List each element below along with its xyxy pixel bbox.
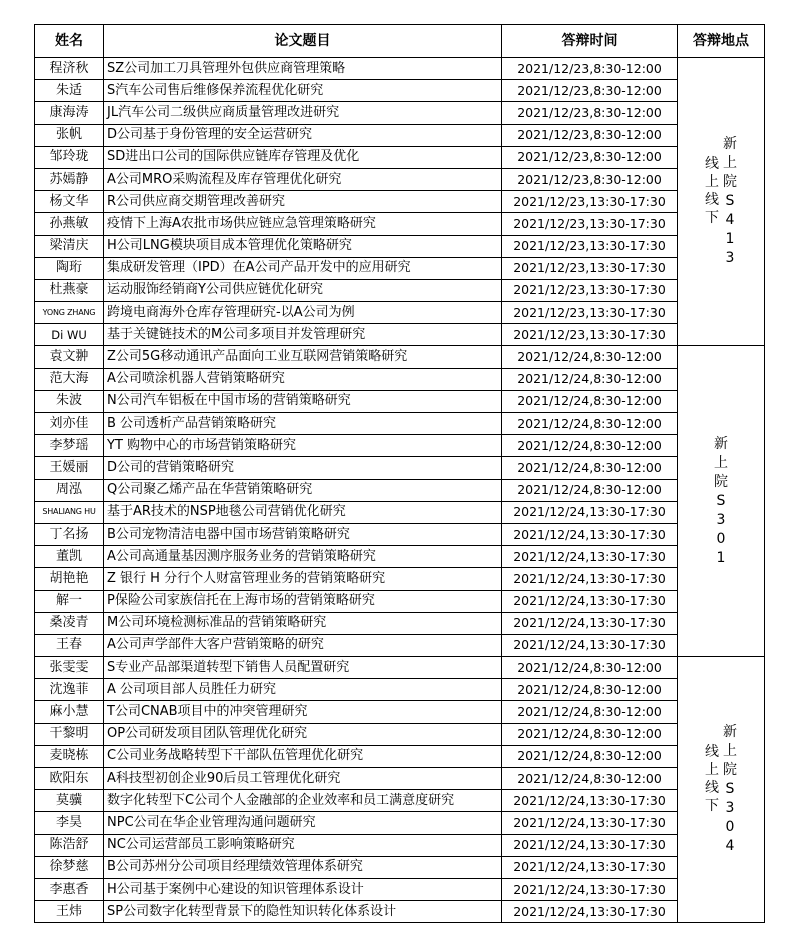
header-time: 答辩时间 <box>502 25 678 58</box>
defense-time: 2021/12/23,8:30-12:00 <box>502 102 678 124</box>
table-row <box>35 80 765 102</box>
thesis-title: 跨境电商海外仓库存管理研究-以A公司为例 <box>104 302 502 324</box>
table-row <box>35 657 765 679</box>
location-char: 新 <box>723 724 737 741</box>
defense-time: 2021/12/23,8:30-12:00 <box>502 58 678 80</box>
thesis-title: Q公司聚乙烯产品在华营销策略研究 <box>104 479 502 501</box>
thesis-title: D公司的营销策略研究 <box>104 457 502 479</box>
defense-time: 2021/12/23,13:30-17:30 <box>502 235 678 257</box>
thesis-title: YT 购物中心的市场营销策略研究 <box>104 435 502 457</box>
thesis-title: 基于关键链技术的M公司多项目并发管理研究 <box>104 324 502 346</box>
table-row <box>35 413 765 435</box>
defense-location <box>678 58 765 346</box>
student-name: 胡艳艳 <box>35 568 104 590</box>
student-name: 张帆 <box>35 124 104 146</box>
table-row <box>35 435 765 457</box>
location-char: S <box>725 193 735 210</box>
table-row <box>35 102 765 124</box>
defense-schedule <box>34 24 765 923</box>
defense-location <box>678 657 765 923</box>
student-name: 梁清庆 <box>35 235 104 257</box>
defense-time: 2021/12/24,8:30-12:00 <box>502 390 678 412</box>
thesis-title: H公司LNG模块项目成本管理优化策略研究 <box>104 235 502 257</box>
thesis-title: NC公司运营部员工影响策略研究 <box>104 834 502 856</box>
defense-time: 2021/12/23,8:30-12:00 <box>502 80 678 102</box>
location-char: 上 <box>705 173 719 190</box>
thesis-title: T公司CNAB项目中的冲突管理研究 <box>104 701 502 723</box>
student-name: 莫骥 <box>35 790 104 812</box>
student-name: 邹玲珑 <box>35 146 104 168</box>
defense-time: 2021/12/24,13:30-17:30 <box>502 634 678 656</box>
location-char: 线 <box>705 191 719 208</box>
table-row <box>35 723 765 745</box>
defense-time: 2021/12/24,8:30-12:00 <box>502 657 678 679</box>
student-name: 王春 <box>35 634 104 656</box>
student-name: 李梦瑶 <box>35 435 104 457</box>
thesis-title: A公司高通量基因测序服务业务的营销策略研究 <box>104 546 502 568</box>
thesis-title: A公司MRO采购流程及库存管理优化研究 <box>104 168 502 190</box>
thesis-title: NPC公司在华企业管理沟通问题研究 <box>104 812 502 834</box>
location-char: 院 <box>723 762 737 779</box>
student-name: 欧阳东 <box>35 768 104 790</box>
table-row <box>35 457 765 479</box>
location-char: 线 <box>705 743 719 760</box>
table-row <box>35 346 765 368</box>
header-title: 论文题目 <box>104 25 502 58</box>
location-text <box>678 435 764 568</box>
thesis-title: A科技型初创企业90后员工管理优化研究 <box>104 768 502 790</box>
defense-time: 2021/12/24,8:30-12:00 <box>502 723 678 745</box>
thesis-title: M公司环境检测标准品的营销策略研究 <box>104 612 502 634</box>
defense-time: 2021/12/23,8:30-12:00 <box>502 124 678 146</box>
location-char: 上 <box>705 761 719 778</box>
location-char: 院 <box>723 174 737 191</box>
location-char: 下 <box>705 209 719 226</box>
table-row <box>35 213 765 235</box>
location-mode <box>705 743 719 815</box>
table-row <box>35 58 765 80</box>
defense-time: 2021/12/24,13:30-17:30 <box>502 834 678 856</box>
thesis-title: SD进出口公司的国际供应链库存管理及优化 <box>104 146 502 168</box>
thesis-title: SZ公司加工刀具管理外包供应商管理策略 <box>104 58 502 80</box>
schedule-body <box>35 58 765 923</box>
student-name: 董凯 <box>35 546 104 568</box>
table-row <box>35 812 765 834</box>
location-char: 院 <box>714 473 728 490</box>
table-row <box>35 324 765 346</box>
table-row <box>35 390 765 412</box>
defense-time: 2021/12/24,13:30-17:30 <box>502 546 678 568</box>
student-name: 陈浩舒 <box>35 834 104 856</box>
thesis-title: 数字化转型下C公司个人金融部的企业效率和员工满意度研究 <box>104 790 502 812</box>
location-char: 1 <box>716 549 726 566</box>
thesis-title: P保险公司家族信托在上海市场的营销策略研究 <box>104 590 502 612</box>
defense-time: 2021/12/24,13:30-17:30 <box>502 790 678 812</box>
thesis-title: C公司业务战略转型下干部队伍管理优化研究 <box>104 745 502 767</box>
defense-time: 2021/12/24,13:30-17:30 <box>502 568 678 590</box>
location-char: 3 <box>725 250 735 267</box>
table-row <box>35 479 765 501</box>
student-name: 李惠香 <box>35 878 104 900</box>
table-row <box>35 856 765 878</box>
student-name: 桑凌青 <box>35 612 104 634</box>
student-name: Di WU <box>35 324 104 346</box>
thesis-title: N公司汽车铝板在中国市场的营销策略研究 <box>104 390 502 412</box>
thesis-title: D公司基于身份管理的安全运营研究 <box>104 124 502 146</box>
table-row <box>35 191 765 213</box>
schedule-table <box>34 24 765 923</box>
location-char: S <box>716 492 726 509</box>
student-name: 麦晓栋 <box>35 745 104 767</box>
location-char: 新 <box>723 136 737 153</box>
defense-time: 2021/12/24,13:30-17:30 <box>502 523 678 545</box>
thesis-title: 基于AR技术的NSP地毯公司营销优化研究 <box>104 501 502 523</box>
header-row <box>35 25 765 58</box>
location-char: 1 <box>725 231 735 248</box>
thesis-title: Z公司5G移动通讯产品面向工业互联网营销策略研究 <box>104 346 502 368</box>
location-char: 下 <box>705 797 719 814</box>
table-row <box>35 168 765 190</box>
thesis-title: OP公司研发项目团队管理优化研究 <box>104 723 502 745</box>
table-row <box>35 146 765 168</box>
table-row <box>35 790 765 812</box>
student-name: 王炜 <box>35 901 104 923</box>
location-char: 4 <box>725 838 735 855</box>
location-char: 线 <box>705 155 719 172</box>
table-row <box>35 634 765 656</box>
defense-time: 2021/12/24,8:30-12:00 <box>502 479 678 501</box>
defense-time: 2021/12/24,13:30-17:30 <box>502 612 678 634</box>
table-row <box>35 901 765 923</box>
table-row <box>35 124 765 146</box>
defense-time: 2021/12/23,13:30-17:30 <box>502 213 678 235</box>
defense-time: 2021/12/23,13:30-17:30 <box>502 279 678 301</box>
location-char: 0 <box>725 819 735 836</box>
thesis-title: S汽车公司售后维修保养流程优化研究 <box>104 80 502 102</box>
location-char: S <box>725 781 735 798</box>
location-char: 3 <box>725 800 735 817</box>
defense-time: 2021/12/23,13:30-17:30 <box>502 191 678 213</box>
thesis-title: R公司供应商交期管理改善研究 <box>104 191 502 213</box>
thesis-title: 疫情下上海A农批市场供应链应急管理策略研究 <box>104 213 502 235</box>
defense-time: 2021/12/24,8:30-12:00 <box>502 413 678 435</box>
thesis-title: JL汽车公司二级供应商质量管理改进研究 <box>104 102 502 124</box>
student-name: 沈逸菲 <box>35 679 104 701</box>
location-room <box>723 135 737 268</box>
location-char: 0 <box>716 530 726 547</box>
location-char: 3 <box>716 511 726 528</box>
student-name: 朱波 <box>35 390 104 412</box>
defense-time: 2021/12/24,13:30-17:30 <box>502 590 678 612</box>
location-char: 新 <box>714 435 728 452</box>
thesis-title: H公司基于案例中心建设的知识管理体系设计 <box>104 878 502 900</box>
student-name: 杜燕豪 <box>35 279 104 301</box>
defense-time: 2021/12/24,8:30-12:00 <box>502 745 678 767</box>
thesis-title: B公司宠物清洁电器中国市场营销策略研究 <box>104 523 502 545</box>
thesis-title: 集成研发管理（IPD）在A公司产品开发中的应用研究 <box>104 257 502 279</box>
defense-time: 2021/12/23,13:30-17:30 <box>502 302 678 324</box>
defense-time: 2021/12/24,8:30-12:00 <box>502 679 678 701</box>
table-row <box>35 745 765 767</box>
student-name: 陶珩 <box>35 257 104 279</box>
thesis-title: B 公司透析产品营销策略研究 <box>104 413 502 435</box>
student-name: 孙燕敏 <box>35 213 104 235</box>
defense-time: 2021/12/23,13:30-17:30 <box>502 324 678 346</box>
student-name: 袁文翀 <box>35 346 104 368</box>
table-row <box>35 878 765 900</box>
student-name: 周泓 <box>35 479 104 501</box>
defense-time: 2021/12/24,13:30-17:30 <box>502 878 678 900</box>
student-name: 李昊 <box>35 812 104 834</box>
table-row <box>35 257 765 279</box>
table-row <box>35 612 765 634</box>
thesis-title: B公司苏州分公司项目经理绩效管理体系研究 <box>104 856 502 878</box>
student-name: 程济秋 <box>35 58 104 80</box>
defense-time: 2021/12/24,8:30-12:00 <box>502 368 678 390</box>
table-row <box>35 834 765 856</box>
defense-time: 2021/12/24,13:30-17:30 <box>502 812 678 834</box>
table-row <box>35 523 765 545</box>
student-name: 王媛丽 <box>35 457 104 479</box>
defense-time: 2021/12/24,8:30-12:00 <box>502 346 678 368</box>
student-name: 麻小慧 <box>35 701 104 723</box>
location-char: 线 <box>705 779 719 796</box>
defense-time: 2021/12/23,8:30-12:00 <box>502 168 678 190</box>
location-text <box>678 723 764 856</box>
student-name: 刘亦佳 <box>35 413 104 435</box>
student-name: 朱适 <box>35 80 104 102</box>
thesis-title: Z 银行 H 分行个人财富管理业务的营销策略研究 <box>104 568 502 590</box>
student-name: 丁名扬 <box>35 523 104 545</box>
thesis-title: A公司喷涂机器人营销策略研究 <box>104 368 502 390</box>
student-name: 徐梦慈 <box>35 856 104 878</box>
defense-time: 2021/12/24,8:30-12:00 <box>502 457 678 479</box>
table-row <box>35 568 765 590</box>
student-name: 张雯雯 <box>35 657 104 679</box>
student-name: SHALIANG HU <box>35 501 104 523</box>
defense-time: 2021/12/24,8:30-12:00 <box>502 701 678 723</box>
table-row <box>35 235 765 257</box>
defense-time: 2021/12/24,13:30-17:30 <box>502 856 678 878</box>
student-name: 范大海 <box>35 368 104 390</box>
table-row <box>35 501 765 523</box>
table-row <box>35 768 765 790</box>
location-mode <box>705 155 719 227</box>
student-name: 杨文华 <box>35 191 104 213</box>
student-name: 康海涛 <box>35 102 104 124</box>
student-name: 解一 <box>35 590 104 612</box>
location-text <box>678 135 764 268</box>
thesis-title: 运动服饰经销商Y公司供应链优化研究 <box>104 279 502 301</box>
table-row <box>35 279 765 301</box>
location-room <box>714 435 728 568</box>
location-char: 上 <box>723 155 737 172</box>
table-row <box>35 546 765 568</box>
table-row <box>35 590 765 612</box>
defense-time: 2021/12/24,13:30-17:30 <box>502 501 678 523</box>
thesis-title: A公司声学部件大客户营销策略的研究 <box>104 634 502 656</box>
thesis-title: A 公司项目部人员胜任力研究 <box>104 679 502 701</box>
defense-time: 2021/12/23,13:30-17:30 <box>502 257 678 279</box>
student-name: 干黎明 <box>35 723 104 745</box>
header-location: 答辩地点 <box>678 25 765 58</box>
table-row <box>35 368 765 390</box>
table-row <box>35 302 765 324</box>
table-row <box>35 679 765 701</box>
thesis-title: SP公司数字化转型背景下的隐性知识转化体系设计 <box>104 901 502 923</box>
defense-time: 2021/12/24,13:30-17:30 <box>502 901 678 923</box>
location-char: 上 <box>714 454 728 471</box>
header-name: 姓名 <box>35 25 104 58</box>
thesis-title: S专业产品部渠道转型下销售人员配置研究 <box>104 657 502 679</box>
location-char: 上 <box>723 743 737 760</box>
defense-location <box>678 346 765 657</box>
location-room <box>723 723 737 856</box>
student-name: 苏嫣静 <box>35 168 104 190</box>
student-name: YONG ZHANG <box>35 302 104 324</box>
defense-time: 2021/12/24,8:30-12:00 <box>502 435 678 457</box>
table-row <box>35 701 765 723</box>
defense-time: 2021/12/24,8:30-12:00 <box>502 768 678 790</box>
location-char: 4 <box>725 212 735 229</box>
defense-time: 2021/12/23,8:30-12:00 <box>502 146 678 168</box>
